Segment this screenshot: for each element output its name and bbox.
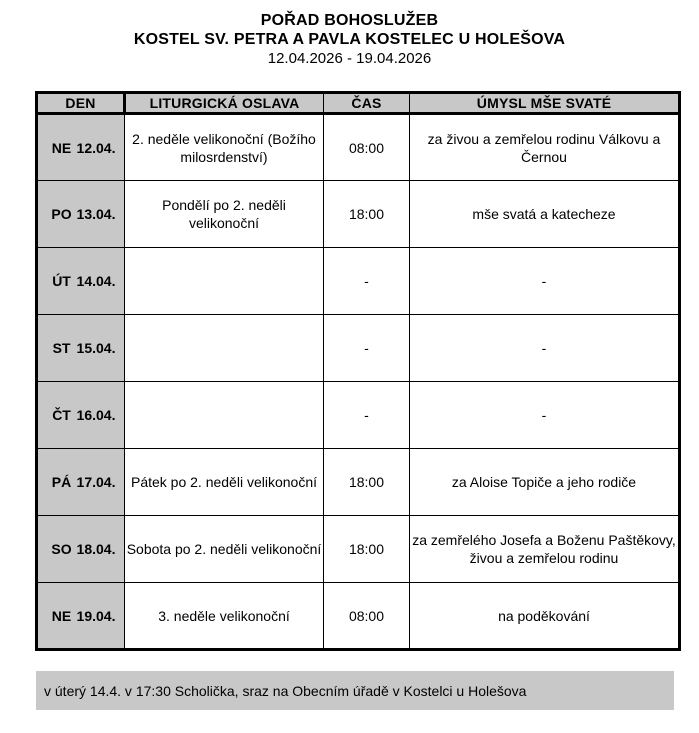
table-row (37, 248, 680, 315)
page-date-range: 12.04.2026 - 19.04.2026 (267, 50, 432, 67)
day-cell (37, 315, 125, 382)
day-date: 17.04. (76, 474, 116, 490)
day-date: 16.04. (76, 407, 116, 423)
day-date: 19.04. (76, 607, 116, 624)
day-cell (37, 449, 125, 516)
liturgy-cell: Sobota po 2. neděli velikonoční (125, 516, 324, 583)
footer-note-text: v úterý 14.4. v 17:30 Scholička, sraz na Obecním úřadě v Kostelci u Holešova (44, 682, 527, 699)
header-row (37, 93, 680, 114)
day-cell (37, 114, 125, 181)
table-row (37, 516, 680, 583)
day-abbrev: PÁ (51, 474, 72, 490)
intention-cell: za Aloise Topiče a jeho rodiče (410, 449, 680, 516)
table-row (37, 315, 680, 382)
time-cell: 18:00 (324, 516, 410, 583)
day-abbrev: ST (52, 340, 71, 356)
day-date: 12.04. (76, 139, 116, 156)
column-header-liturgicka-oslava: LITURGICKÁ OSLAVA (125, 93, 324, 114)
table-row (37, 583, 680, 650)
day-abbrev: SO (51, 541, 72, 557)
time-cell: 08:00 (324, 114, 410, 181)
schedule-table-body (37, 114, 680, 650)
column-header-cas: ČAS (324, 93, 410, 114)
day-abbrev: PO (51, 206, 72, 222)
day-date: 13.04. (76, 206, 116, 222)
intention-cell: - (410, 248, 680, 315)
time-cell: - (324, 315, 410, 382)
intention-cell: za zemřelého Josefa a Boženu Paštěkovy, živou a zemřelou rodinu (410, 516, 680, 583)
day-cell (37, 516, 125, 583)
table-row (37, 181, 680, 248)
time-cell: 08:00 (324, 583, 410, 650)
intention-cell: - (410, 382, 680, 449)
liturgy-cell: Pátek po 2. neděli velikonoční (125, 449, 324, 516)
day-date: 14.04. (76, 273, 116, 289)
liturgy-cell: Pondělí po 2. neděli velikonoční (125, 181, 324, 248)
intention-cell: mše svatá a katecheze (410, 181, 680, 248)
liturgy-cell (125, 382, 324, 449)
page-subtitle: KOSTEL SV. PETRA A PAVLA KOSTELEC U HOLEŠOVA (133, 31, 566, 48)
liturgy-cell: 3. neděle velikonoční (125, 583, 324, 650)
time-cell: - (324, 382, 410, 449)
day-cell (37, 181, 125, 248)
day-abbrev: ÚT (52, 273, 71, 289)
time-cell: 18:00 (324, 449, 410, 516)
intention-cell: za živou a zemřelou rodinu Válkovu a Černou (410, 114, 680, 181)
footer-note-bar (36, 671, 674, 710)
table-row (37, 382, 680, 449)
day-cell (37, 583, 125, 650)
schedule-table (35, 91, 681, 651)
table-row (37, 114, 680, 181)
day-cell (37, 382, 125, 449)
column-header-den: DEN (37, 93, 125, 114)
schedule-table-header (37, 93, 680, 114)
time-cell: - (324, 248, 410, 315)
day-abbrev: NE (51, 607, 72, 624)
column-header-umysl-mse-svate: ÚMYSL MŠE SVATÉ (410, 93, 680, 114)
day-abbrev: NE (51, 139, 72, 156)
liturgy-cell (125, 248, 324, 315)
liturgy-cell: 2. neděle velikonoční (Božího milosrdenství) (125, 114, 324, 181)
table-row (37, 449, 680, 516)
intention-cell: na poděkování (410, 583, 680, 650)
day-date: 15.04. (76, 340, 116, 356)
intention-cell: - (410, 315, 680, 382)
page-header (0, 0, 699, 68)
liturgy-cell (125, 315, 324, 382)
page-title: POŘAD BOHOSLUŽEB (260, 12, 439, 29)
day-cell (37, 248, 125, 315)
day-abbrev: ČT (52, 407, 71, 423)
time-cell: 18:00 (324, 181, 410, 248)
day-date: 18.04. (76, 541, 116, 557)
